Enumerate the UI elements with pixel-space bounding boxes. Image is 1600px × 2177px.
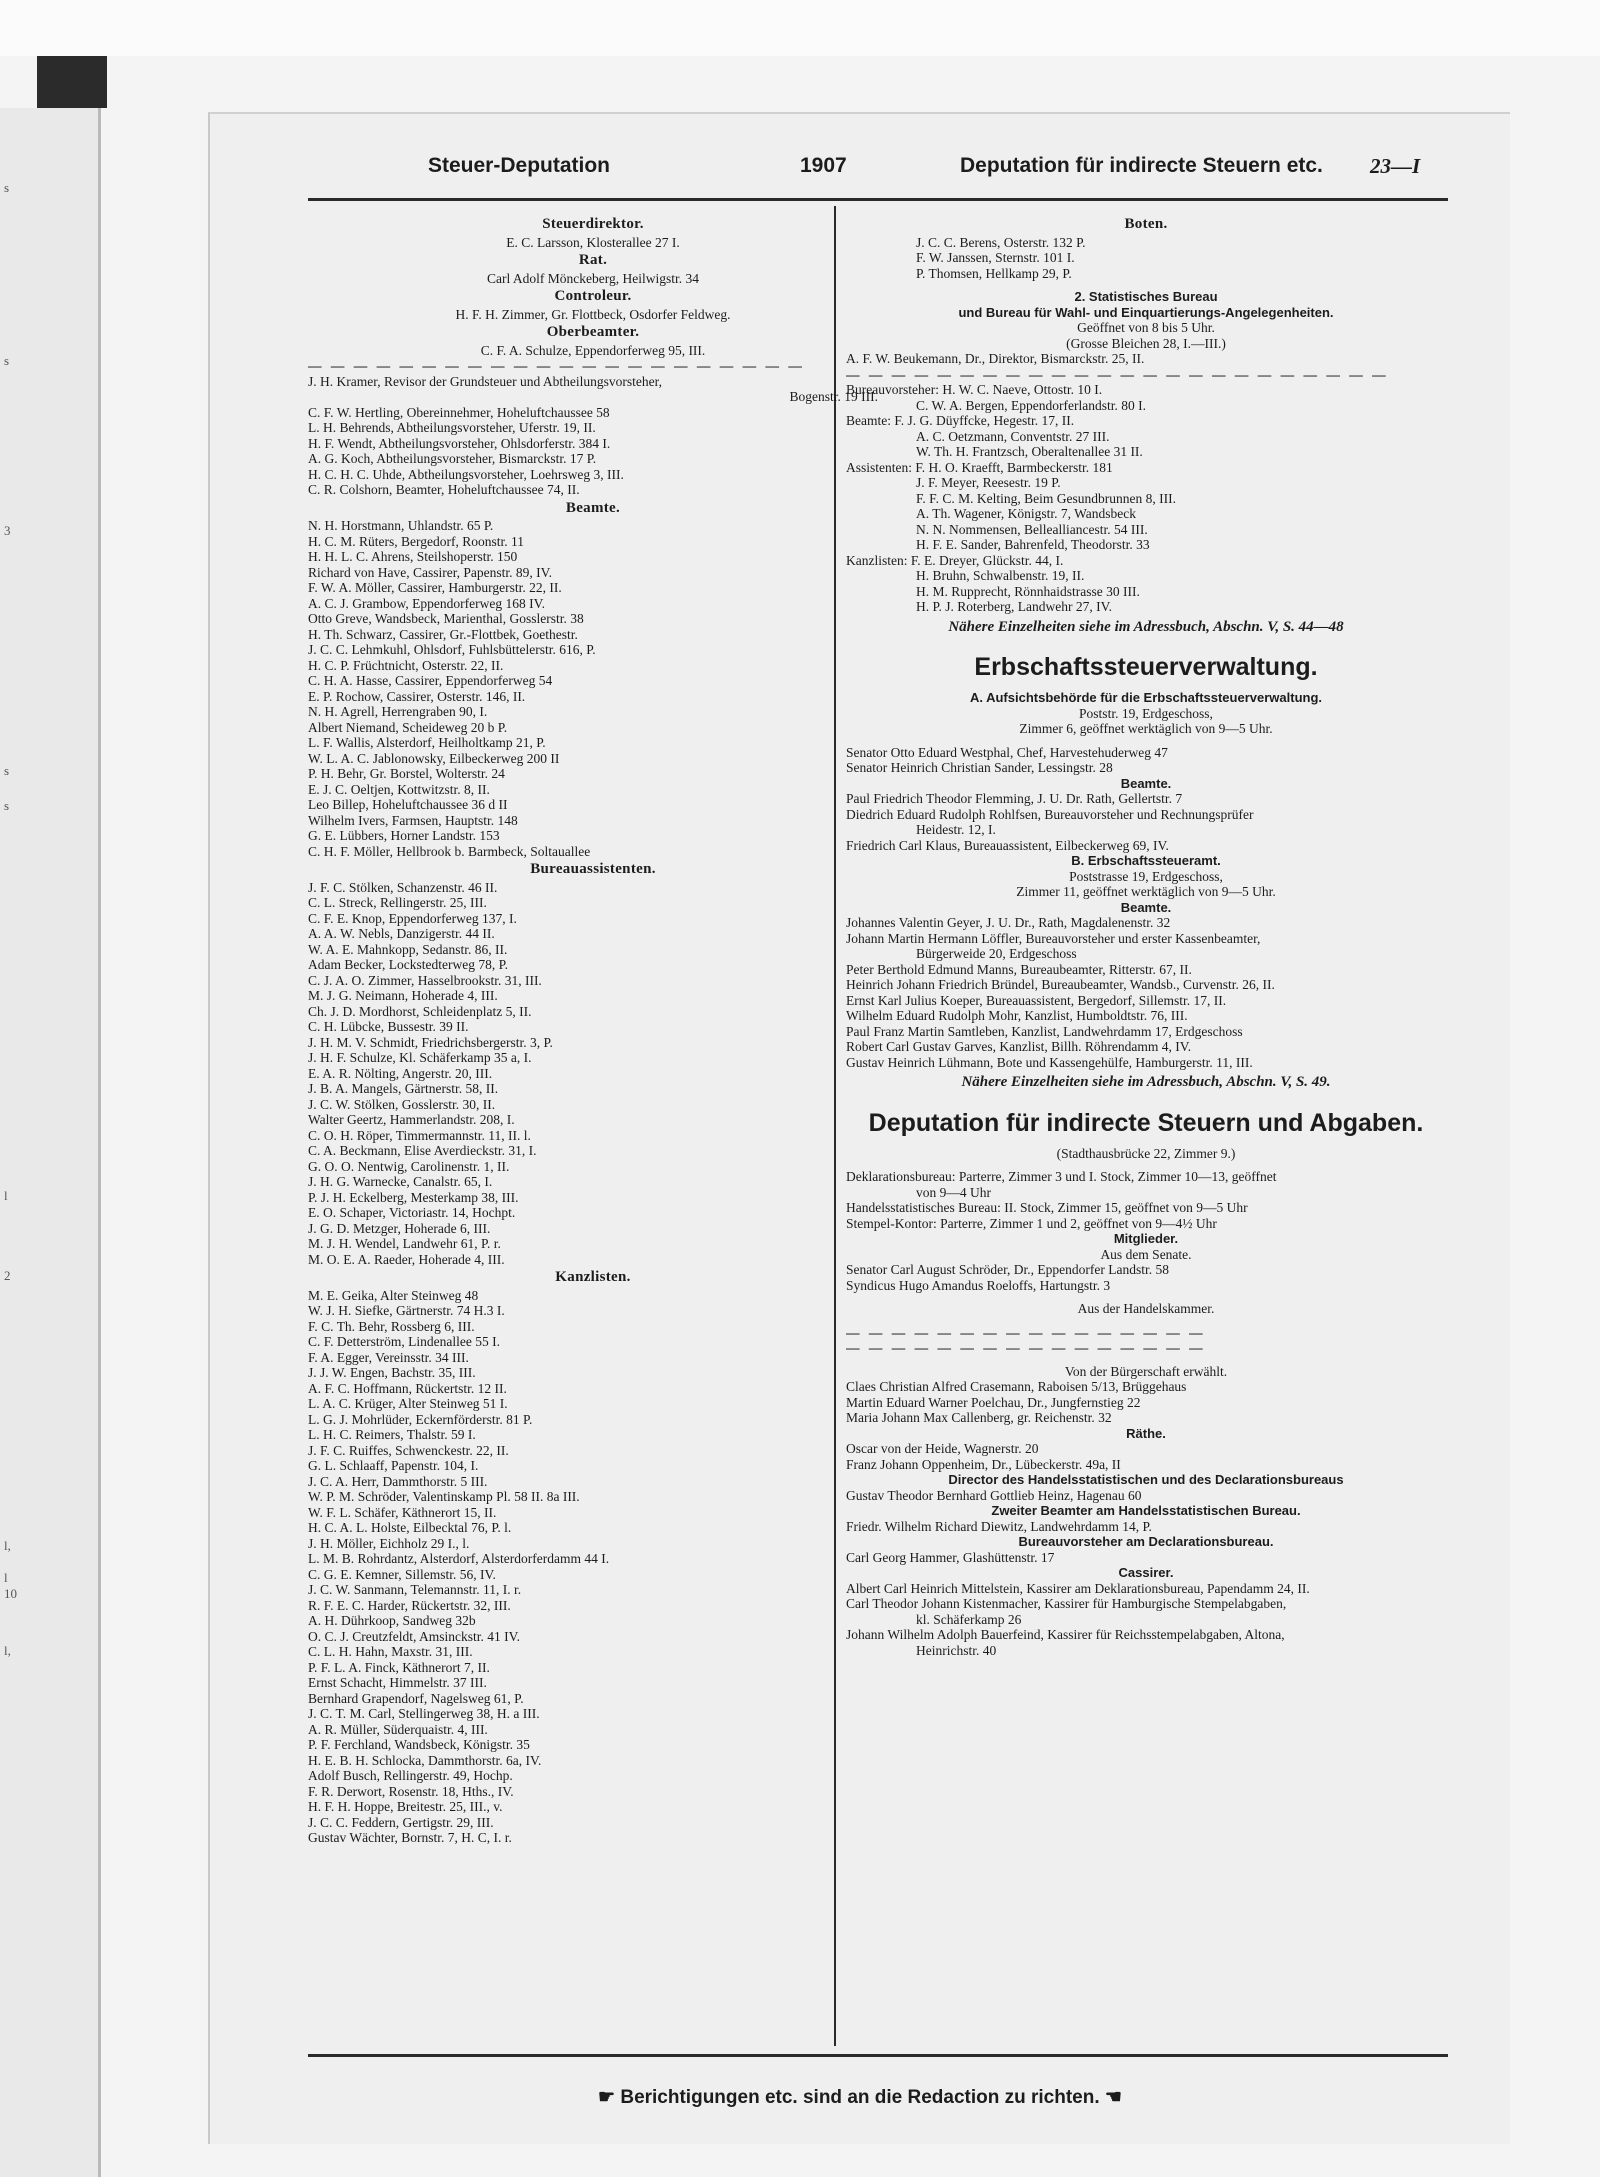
entry-line: Carl Georg Hammer, Glashüttenstr. 17	[846, 1549, 1055, 1565]
entry-line: Aus der Handelskammer.	[1077, 1301, 1215, 1316]
entry-line: Friedr. Wilhelm Richard Diewitz, Landwehrdamm 14, P.	[846, 1518, 1152, 1534]
entry-line: H. F. H. Zimmer, Gr. Flottbeck, Osdorfer Feldweg.	[455, 306, 731, 322]
entry-line	[846, 281, 1446, 289]
entry-line: J. C. C. Feddern, Gertigstr. 29, III.	[308, 1814, 494, 1830]
entry-line: Johann Martin Hermann Löffler, Bureauvorsteher und erster Kassenbeamter,	[846, 930, 1261, 946]
entry-line: (Stadthausbrücke 22, Zimmer 9.)	[1056, 1145, 1236, 1161]
entry-line	[846, 1356, 1446, 1364]
entry-line: M. J. H. Wendel, Landwehr 61, P. r.	[308, 1236, 501, 1251]
entry-line: C. H. Lübcke, Bussestr. 39 II.	[308, 1019, 469, 1034]
entry-line: H. E. B. H. Schlocka, Dammthorstr. 6a, IV.	[308, 1752, 542, 1768]
entry-line: — — — — — — — — — — — — — — — —	[846, 1340, 1206, 1355]
entry-line: L. A. C. Krüger, Alter Steinweg 51 I.	[308, 1396, 508, 1411]
entry-line: Handelsstatistisches Bureau: II. Stock, Zimmer 15, geöffnet von 9—5 Uhr	[846, 1200, 1248, 1215]
entry-line: A. R. Müller, Süderquaistr. 4, III.	[308, 1721, 488, 1737]
scan-black-tab	[37, 56, 107, 108]
entry-line: P. Thomsen, Hellkamp 29, P.	[916, 265, 1072, 281]
entry-line: J. H. G. Warnecke, Canalstr. 65, I.	[308, 1174, 493, 1189]
entry-line: N. H. Agrell, Herrengraben 90, I.	[308, 704, 488, 719]
entry-line: Geöffnet von 8 bis 5 Uhr.	[1077, 320, 1215, 335]
entry-line: W. P. M. Schröder, Valentinskamp Pl. 58 II. 8a III.	[308, 1489, 580, 1504]
entry-line: C. F. A. Schulze, Eppendorferweg 95, III.	[480, 342, 706, 358]
entry-line: C. W. A. Bergen, Eppendorferlandstr. 80 I.	[916, 397, 1146, 413]
entry-line: Franz Johann Oppenheim, Dr., Lübeckerstr. 49a, II	[846, 1456, 1121, 1472]
entry-line: G. E. Lübbers, Horner Landstr. 153	[308, 828, 500, 843]
entry-line: Robert Carl Gustav Garves, Kanzlist, Billh. Röhrendamm 4, IV.	[846, 1039, 1192, 1054]
entry-line: J. C. C. Lehmkuhl, Ohlsdorf, Fuhlsbüttelerstr. 616, P.	[308, 642, 596, 657]
entry-line: F. R. Derwort, Rosenstr. 18, Hths., IV.	[308, 1783, 514, 1799]
entry-line: W. J. H. Siefke, Gärtnerstr. 74 H.3 I.	[308, 1303, 505, 1318]
entry-line: H. H. L. C. Ahrens, Steilshoperstr. 150	[308, 549, 518, 564]
entry-line: P. F. L. A. Finck, Käthnerort 7, II.	[308, 1659, 490, 1675]
entry-line: Maria Johann Max Callenberg, gr. Reichenstr. 32	[846, 1410, 1112, 1425]
previous-page-strip	[0, 108, 101, 2177]
entry-line: M. J. G. Neimann, Hoherade 4, III.	[308, 988, 498, 1003]
entry-line: Diedrich Eduard Rudolph Rohlfsen, Bureauvorsteher und Rechnungsprüfer	[846, 806, 1254, 822]
entry-line: H. Th. Schwarz, Cassirer, Gr.-Flottbek, Goethestr.	[308, 626, 578, 642]
entry-line: Johannes Valentin Geyer, J. U. Dr., Rath, Magdalenenstr. 32	[846, 915, 1171, 930]
entry-line: Ernst Schacht, Himmelstr. 37 III.	[308, 1675, 487, 1690]
entry-line: Bureauvorsteher: H. W. C. Naeve, Ottostr. 10 I.	[846, 382, 1103, 397]
entry-line: Zimmer 6, geöffnet werktäglich von 9—5 Uhr.	[1019, 721, 1273, 736]
entry-line: — — — — — — — — — — — — — — — — — — — — — —	[308, 358, 805, 373]
entry-line: Wilhelm Ivers, Farmsen, Hauptstr. 148	[308, 812, 518, 828]
entry-line: A. G. Koch, Abtheilungsvorsteher, Bismarckstr. 17 P.	[308, 451, 597, 466]
entry-line: N. N. Nommensen, Bellealliancestr. 54 III.	[916, 521, 1148, 537]
entry-line: F. F. C. M. Kelting, Beim Gesundbrunnen 8, III.	[916, 490, 1176, 506]
entry-line: Nähere Einzelheiten siehe im Adressbuch, Abschn. V, S. 49.	[961, 1075, 1331, 1090]
header-left: Steuer-Deputation	[428, 154, 611, 177]
entry-line: H. C. M. Rüters, Bergedorf, Roonstr. 11	[308, 533, 524, 549]
entry-line: C. O. H. Röper, Timmermannstr. 11, II. l.	[308, 1127, 531, 1143]
section-heading: Zweiter Beamter am Handelsstatistischen Bureau.	[991, 1503, 1301, 1518]
entry-line: Paul Friedrich Theodor Flemming, J. U. Dr. Rath, Gellertstr. 7	[846, 791, 1183, 806]
entry-line: J. F. C. Ruiffes, Schwenckestr. 22, II.	[308, 1442, 509, 1458]
entry-line: C. L. H. Hahn, Maxstr. 31, III.	[308, 1644, 473, 1659]
section-heading: Mitglieder.	[1113, 1231, 1179, 1246]
entry-line: Senator Heinrich Christian Sander, Lessingstr. 28	[846, 760, 1113, 775]
entry-line: Kanzlisten: F. E. Dreyer, Glückstr. 44, I.	[846, 552, 1064, 568]
section-heading: Oberbeamter.	[546, 325, 640, 340]
directory-page	[208, 112, 1510, 2144]
entry-line: G. L. Schlaaff, Papenstr. 104, I.	[308, 1458, 479, 1473]
entry-line: Aus dem Senate.	[1100, 1246, 1192, 1262]
entry-line: W. A. E. Mahnkopp, Sedanstr. 86, II.	[308, 941, 508, 957]
strip-mark: s	[4, 798, 10, 813]
entry-line: Syndicus Hugo Amandus Roeloffs, Hartungstr. 3	[846, 1277, 1111, 1293]
entry-line: G. O. O. Nentwig, Carolinenstr. 1, II.	[308, 1158, 510, 1174]
entry-line: J. B. A. Mangels, Gärtnerstr. 58, II.	[308, 1081, 499, 1096]
entry-line: (Grosse Bleichen 28, I.—III.)	[1066, 335, 1226, 351]
entry-line: C. J. A. O. Zimmer, Hasselbrookstr. 31, III.	[308, 972, 542, 988]
entry-line: M. O. E. A. Raeder, Hoherade 4, III.	[308, 1251, 505, 1267]
header-year: 1907	[800, 154, 847, 177]
entry-line: J. C. C. Berens, Osterstr. 132 P.	[916, 234, 1086, 250]
entry-line: J. J. W. Engen, Bachstr. 35, III.	[308, 1365, 476, 1380]
entry-line: J. C. T. M. Carl, Stellingerweg 38, H. a III.	[308, 1706, 540, 1721]
entry-line: C. A. Beckmann, Elise Averdieckstr. 31, I.	[308, 1143, 537, 1158]
entry-line: C. F. E. Knop, Eppendorferweg 137, I.	[308, 910, 517, 926]
entry-line: Wilhelm Eduard Rudolph Mohr, Kanzlist, Humboldtstr. 76, III.	[846, 1008, 1188, 1023]
entry-line: C. L. Streck, Rellingerstr. 25, III.	[308, 895, 487, 910]
strip-mark: s	[4, 353, 10, 368]
entry-line: von 9—4 Uhr	[916, 1184, 991, 1200]
entry-line: Friedrich Carl Klaus, Bureauassistent, Eilbeckerweg 69, IV.	[846, 837, 1169, 853]
entry-line: J. H. F. Schulze, Kl. Schäferkamp 35 a, I.	[308, 1050, 532, 1065]
entry-line: Martin Eduard Warner Poelchau, Dr., Jungfernstieg 22	[846, 1394, 1141, 1410]
section-heading: Steuerdirektor.	[542, 217, 644, 232]
strip-mark: l,	[4, 1643, 11, 1658]
entry-line: Senator Carl August Schröder, Dr., Eppendorfer Landstr. 58	[846, 1262, 1170, 1277]
entry-line: — — — — — — — — — — — — — — — — — — — — — — — —	[846, 366, 1389, 382]
entry-line: Gustav Theodor Bernhard Gottlieb Heinz, Hagenau 60	[846, 1487, 1142, 1503]
left-column	[308, 214, 878, 1846]
section-heading: Rat.	[578, 253, 608, 268]
strip-mark: 3	[4, 523, 11, 538]
strip-mark: l	[4, 1570, 8, 1585]
entry-line: A. C. J. Grambow, Eppendorferweg 168 IV.	[308, 595, 545, 611]
entry-line: Zimmer 11, geöffnet werktäglich von 9—5 Uhr.	[1016, 884, 1276, 899]
entry-line: E. O. Schaper, Victoriastr. 14, Hochpt.	[308, 1205, 516, 1220]
section-heading: und Bureau für Wahl- und Einquartierungs-Angelegenheiten.	[958, 304, 1334, 320]
section-heading: Beamte.	[1120, 899, 1172, 915]
entry-line: H. M. Rupprecht, Rönnhaidstrasse 30 III.	[916, 583, 1140, 599]
right-column	[846, 214, 1446, 1658]
entry-line: kl. Schäferkamp 26	[916, 1611, 1022, 1627]
entry-line: Senator Otto Eduard Westphal, Chef, Harvestehuderweg 47	[846, 744, 1168, 760]
entry-line: L. H. C. Reimers, Thalstr. 59 I.	[308, 1427, 476, 1442]
page-header	[210, 154, 1510, 192]
entry-line: Gustav Wächter, Bornstr. 7, H. C, I. r.	[308, 1830, 512, 1845]
entry-line: Leo Billep, Hoheluftchaussee 36 d II	[308, 797, 508, 812]
entry-line: H. F. H. Hoppe, Breitestr. 25, III., v.	[308, 1799, 503, 1814]
entry-line: C. H. A. Hasse, Cassirer, Eppendorferweg 54	[308, 673, 553, 688]
strip-mark: 2	[4, 1268, 11, 1283]
entry-line: H. F. E. Sander, Bahrenfeld, Theodorstr. 33	[916, 537, 1150, 552]
entry-line: Johann Wilhelm Adolph Bauerfeind, Kassirer für Reichsstempelabgaben, Altona,	[846, 1627, 1285, 1642]
entry-line: Carl Adolf Mönckeberg, Heilwigstr. 34	[487, 270, 699, 286]
entry-line: W. Th. H. Frantzsch, Oberaltenallee 31 II.	[916, 444, 1143, 459]
entry-line: Richard von Have, Cassirer, Papenstr. 89, IV.	[308, 564, 553, 580]
strip-mark: 10	[4, 1586, 17, 1601]
section-heading: B. Erbschaftssteueramt.	[1071, 853, 1221, 868]
entry-line	[846, 1161, 1446, 1169]
section-heading: 2. Statistisches Bureau	[1074, 289, 1218, 304]
strip-mark: l	[4, 1188, 8, 1203]
section-heading: A. Aufsichtsbehörde für die Erbschaftssteuerverwaltung.	[969, 690, 1323, 705]
section-heading: Cassirer.	[1118, 1565, 1174, 1580]
entry-line: Heinrich Johann Friedrich Bründel, Bureaubeamter, Wandsb., Curvenstr. 26, II.	[846, 977, 1275, 992]
entry-line: Beamte: F. J. G. Düyffcke, Hegestr. 17, II.	[846, 413, 1075, 428]
entry-line: Paul Franz Martin Samtleben, Kanzlist, Landwehrdamm 17, Erdgeschoss	[846, 1023, 1243, 1039]
entry-line: J. C. W. Stölken, Gosslerstr. 30, II.	[308, 1096, 496, 1112]
entry-line: J. G. D. Metzger, Hoherade 6, III.	[308, 1220, 491, 1236]
strip-mark: s	[4, 763, 10, 778]
entry-line: A. Th. Wagener, Königstr. 7, Wandsbeck	[916, 506, 1137, 521]
entry-line: A. C. Oetzmann, Conventstr. 27 III.	[916, 428, 1110, 444]
entry-line: J. H. M. V. Schmidt, Friedrichsbergerstr. 3, P.	[308, 1034, 553, 1050]
entry-line: Albert Carl Heinrich Mittelstein, Kassirer am Deklarationsbureau, Papendamm 24, II.	[846, 1580, 1310, 1596]
entry-line: J. F. C. Stölken, Schanzenstr. 46 II.	[308, 879, 498, 895]
entry-line: H. P. J. Roterberg, Landwehr 27, IV.	[916, 599, 1112, 614]
entry-line: A. A. W. Nebls, Danzigerstr. 44 II.	[308, 926, 495, 941]
entry-line: Bogenstr. 19 III.	[789, 389, 878, 404]
entry-line: E. A. R. Nölting, Angerstr. 20, III.	[308, 1065, 493, 1081]
section-heading: Director des Handelsstatistischen und des Declarationsbureaus	[948, 1472, 1344, 1487]
section-heading: Bureauvorsteher am Declarationsbureau.	[1018, 1534, 1274, 1549]
entry-line: C. R. Colshorn, Beamter, Hoheluftchaussee 74, II.	[308, 482, 580, 497]
entry-line: Assistenten: F. H. O. Kraefft, Barmbeckerstr. 181	[846, 459, 1113, 475]
entry-line: Otto Greve, Wandsbeck, Marienthal, Gosslerstr. 38	[308, 611, 584, 626]
entry-line: J. H. Kramer, Revisor der Grundsteuer und Abtheilungsvorsteher,	[308, 373, 662, 389]
section-heading: Boten.	[1124, 217, 1168, 232]
entry-line: Bernhard Grapendorf, Nagelsweg 61, P.	[308, 1690, 524, 1706]
section-heading: Erbschaftssteuerverwaltung.	[974, 653, 1318, 681]
entry-line: C. F. W. Hertling, Obereinnehmer, Hoheluftchaussee 58	[308, 404, 610, 420]
entry-line: J. C. W. Sanmann, Telemannstr. 11, I. r.	[308, 1582, 522, 1597]
entry-line: Carl Theodor Johann Kistenmacher, Kassirer für Hamburgische Stempelabgaben,	[846, 1596, 1287, 1611]
entry-line: F. W. A. Möller, Cassirer, Hamburgerstr. 22, II.	[308, 580, 562, 595]
entry-line: F. A. Egger, Vereinsstr. 34 III.	[308, 1349, 469, 1365]
entry-line: A. H. Dührkoop, Sandweg 32b	[308, 1613, 476, 1628]
entry-line: N. H. Horstmann, Uhlandstr. 65 P.	[308, 518, 494, 533]
entry-line: L. F. Wallis, Alsterdorf, Heilholtkamp 21, P.	[308, 735, 546, 750]
entry-line: C. F. Detterström, Lindenallee 55 I.	[308, 1334, 500, 1349]
entry-line: C. G. E. Kemner, Sillemstr. 56, IV.	[308, 1566, 496, 1582]
scan-top-margin	[0, 0, 1600, 56]
header-right: Deputation für indirecte Steuern etc.	[960, 154, 1323, 177]
page-number: 23—I	[1370, 154, 1421, 178]
entry-line: Albert Niemand, Scheideweg 20 b P.	[308, 719, 508, 735]
entry-line: A. F. W. Beukemann, Dr., Direktor, Bismarckstr. 25, II.	[846, 351, 1145, 366]
entry-line: Peter Berthold Edmund Manns, Bureaubeamter, Ritterstr. 67, II.	[846, 961, 1192, 977]
strip-mark: s	[4, 180, 10, 195]
entry-line: L. M. B. Rohrdantz, Alsterdorf, Alsterdorferdamm 44 I.	[308, 1551, 610, 1566]
entry-line: E. P. Rochow, Cassirer, Osterstr. 146, II.	[308, 688, 526, 704]
entry-line: J. F. Meyer, Reesestr. 19 P.	[916, 475, 1061, 490]
section-heading: Beamte.	[1120, 775, 1172, 791]
entry-line: L. G. J. Mohrlüder, Eckernförderstr. 81 P.	[308, 1411, 533, 1427]
entry-line: Adam Becker, Lockstedterweg 78, P.	[308, 957, 509, 972]
section-heading: Räthe.	[1126, 1425, 1166, 1441]
strip-mark: l,	[4, 1538, 11, 1553]
footer-note: ☛ Berichtigungen etc. sind an die Redaction zu richten. ☚	[598, 2087, 1122, 2108]
entry-line: E. C. Larsson, Klosterallee 27 I.	[506, 234, 680, 250]
footer-rule	[308, 2054, 1448, 2057]
entry-line: F. W. Janssen, Sternstr. 101 I.	[916, 250, 1075, 265]
entry-line: H. C. H. C. Uhde, Abtheilungsvorsteher, Loehrsweg 3, III.	[308, 466, 624, 482]
entry-line	[846, 1293, 1446, 1301]
entry-line: H. C. A. L. Holste, Eilbecktal 76, P. l.	[308, 1520, 512, 1535]
entry-line: P. H. Behr, Gr. Borstel, Wolterstr. 24	[308, 766, 505, 781]
entry-line: Poststr. 19, Erdgeschoss,	[1079, 705, 1213, 721]
entry-line: F. C. Th. Behr, Rossberg 6, III.	[308, 1318, 475, 1334]
entry-line: W. L. A. C. Jablonowsky, Eilbeckerweg 200 II	[308, 750, 560, 766]
entry-line: H. F. Wendt, Abtheilungsvorsteher, Ohlsdorferstr. 384 I.	[308, 435, 611, 451]
entry-line: J. C. A. Herr, Dammthorstr. 5 III.	[308, 1473, 488, 1489]
entry-line: P. J. H. Eckelberg, Mesterkamp 38, III.	[308, 1189, 519, 1205]
entry-line: Ernst Karl Julius Koeper, Bureauassistent, Bergedorf, Sillemstr. 17, II.	[846, 992, 1227, 1008]
entry-line: M. E. Geika, Alter Steinweg 48	[308, 1287, 479, 1303]
entry-line: Deklarationsbureau: Parterre, Zimmer 3 und I. Stock, Zimmer 10—13, geöffnet	[846, 1169, 1277, 1184]
entry-line: L. H. Behrends, Abtheilungsvorsteher, Uferstr. 19, II.	[308, 420, 596, 435]
entry-line: Heinrichstr. 40	[916, 1642, 997, 1658]
entry-line: — — — — — — — — — — — — — — — —	[846, 1324, 1206, 1340]
entry-line: Gustav Heinrich Lühmann, Bote und Kassengehülfe, Hamburgerstr. 11, III.	[846, 1054, 1253, 1070]
entry-line: Nähere Einzelheiten siehe im Adressbuch, Abschn. V, S. 44—48	[948, 619, 1344, 635]
entry-line: Poststrasse 19, Erdgeschoss,	[1069, 868, 1223, 884]
section-heading: Kanzlisten.	[555, 1270, 631, 1285]
entry-line: P. F. Ferchland, Wandsbeck, Königstr. 35	[308, 1737, 530, 1752]
entry-line: C. H. F. Möller, Hellbrook b. Barmbeck, Soltauallee	[308, 843, 591, 859]
header-rule	[308, 198, 1448, 201]
entry-line: J. H. Möller, Eichholz 29 I., l.	[308, 1535, 470, 1551]
section-heading: Deputation für indirecte Steuern und Abgaben.	[868, 1108, 1424, 1137]
entry-line	[846, 1317, 1446, 1325]
entry-line: Heidestr. 12, I.	[916, 822, 996, 837]
entry-line: H. Bruhn, Schwalbenstr. 19, II.	[916, 568, 1085, 583]
entry-line: Bürgerweide 20, Erdgeschoss	[916, 946, 1077, 961]
entry-line: O. C. J. Creutzfeldt, Amsinckstr. 41 IV.	[308, 1628, 520, 1644]
entry-line: Ch. J. D. Mordhorst, Schleidenplatz 5, II.	[308, 1003, 532, 1019]
entry-line: Adolf Busch, Rellingerstr. 49, Hochp.	[308, 1768, 513, 1783]
entry-line: W. F. L. Schäfer, Käthnerort 15, II.	[308, 1504, 497, 1520]
entry-line: E. J. C. Oeltjen, Kottwitzstr. 8, II.	[308, 781, 490, 797]
entry-line: Von der Bürgerschaft erwählt.	[1064, 1363, 1228, 1379]
entry-line: R. F. E. C. Harder, Rückertstr. 32, III.	[308, 1597, 511, 1613]
section-heading: Beamte.	[565, 500, 621, 516]
entry-line: H. C. P. Früchtnicht, Osterstr. 22, II.	[308, 657, 504, 673]
entry-line: Oscar von der Heide, Wagnerstr. 20	[846, 1441, 1039, 1456]
entry-line: Walter Geertz, Hammerlandstr. 208, I.	[308, 1112, 515, 1127]
section-heading: Bureauassistenten.	[530, 862, 656, 877]
section-heading: Controleur.	[554, 289, 632, 304]
entry-line: A. F. C. Hoffmann, Rückertstr. 12 II.	[308, 1380, 507, 1396]
entry-line: Stempel-Kontor: Parterre, Zimmer 1 und 2, geöffnet von 9—4½ Uhr	[846, 1215, 1217, 1231]
entry-line: Claes Christian Alfred Crasemann, Raboisen 5/13, Brüggehaus	[846, 1379, 1187, 1394]
entry-line	[846, 737, 1446, 745]
